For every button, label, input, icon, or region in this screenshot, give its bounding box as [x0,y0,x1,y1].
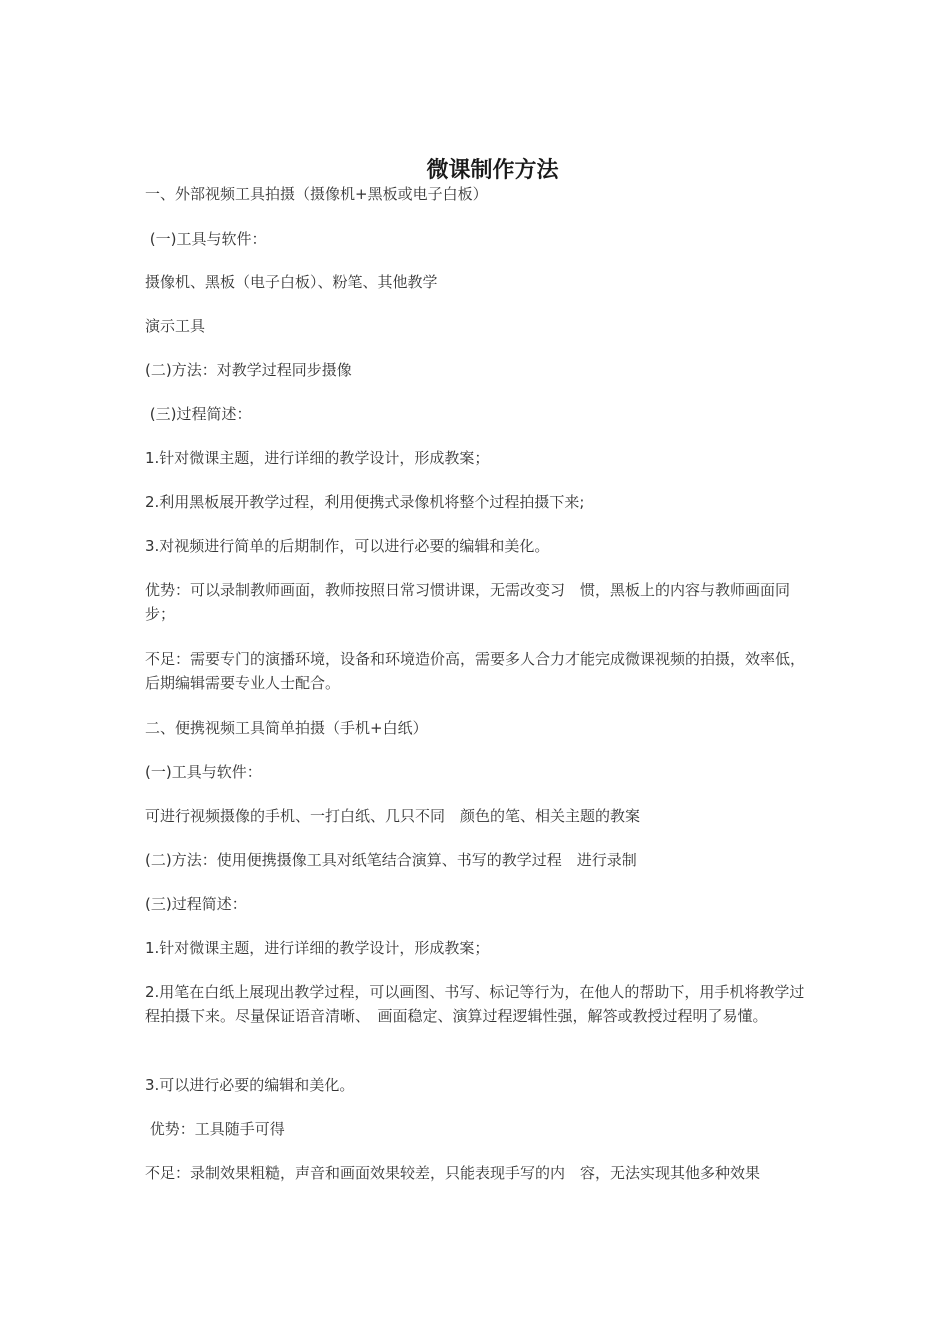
paragraph: (一)工具与软件： [145,230,267,248]
paragraph: 2.用笔在白纸上展现出教学过程，可以画图、书写、标记等行为，在他人的帮助下，用手机将教学过程拍摄下来。尽量保证语音清晰、 画面稳定、演算过程逻辑性强，解答或教授过程明了易懂。 [145,983,805,1025]
paragraph: 不足：录制效果粗糙，声音和画面效果较差，只能表现手写的内 容，无法实现其他多种效果 [145,1164,761,1182]
paragraph: 一、外部视频工具拍摄（摄像机+黑板或电子白板） [145,185,488,203]
document-title: 微课制作方法 [426,157,559,183]
paragraph: 2.利用黑板展开教学过程，利用便携式录像机将整个过程拍摄下来; [145,493,585,511]
paragraph: 3.可以进行必要的编辑和美化。 [145,1076,355,1094]
paragraph: (三)过程简述： [145,405,252,423]
paragraph: 不足：需要专门的演播环境，设备和环境造价高，需要多人合力才能完成微课视频的拍摄，效率低，后期编辑需要专业人士配合。 [145,650,806,692]
paragraph: 二、便携视频工具简单拍摄（手机+白纸） [145,719,428,737]
paragraph: (一)工具与软件： [145,763,262,781]
paragraph: (三)过程简述： [145,895,247,913]
paragraph: 优势：可以录制教师画面，教师按照日常习惯讲课，无需改变习 惯，黑板上的内容与教师画面同步； [145,581,791,623]
paragraph: (二)方法：使用便携摄像工具对纸笔结合演算、书写的教学过程 进行录制 [145,851,637,869]
paragraph: 3.对视频进行简单的后期制作，可以进行必要的编辑和美化。 [145,537,550,555]
paragraph: 演示工具 [145,317,206,335]
paragraph: (二)方法：对教学过程同步摄像 [145,361,352,379]
paragraph: 可进行视频摄像的手机、一打白纸、几只不同 颜色的笔、相关主题的教案 [145,807,641,825]
paragraph: 优势：工具随手可得 [145,1120,285,1138]
paragraph: 摄像机、黑板（电子白板）、粉笔、其他教学 [145,273,438,291]
paragraph: 1.针对微课主题，进行详细的教学设计，形成教案； [145,449,490,467]
paragraph: 1.针对微课主题，进行详细的教学设计，形成教案； [145,939,490,957]
